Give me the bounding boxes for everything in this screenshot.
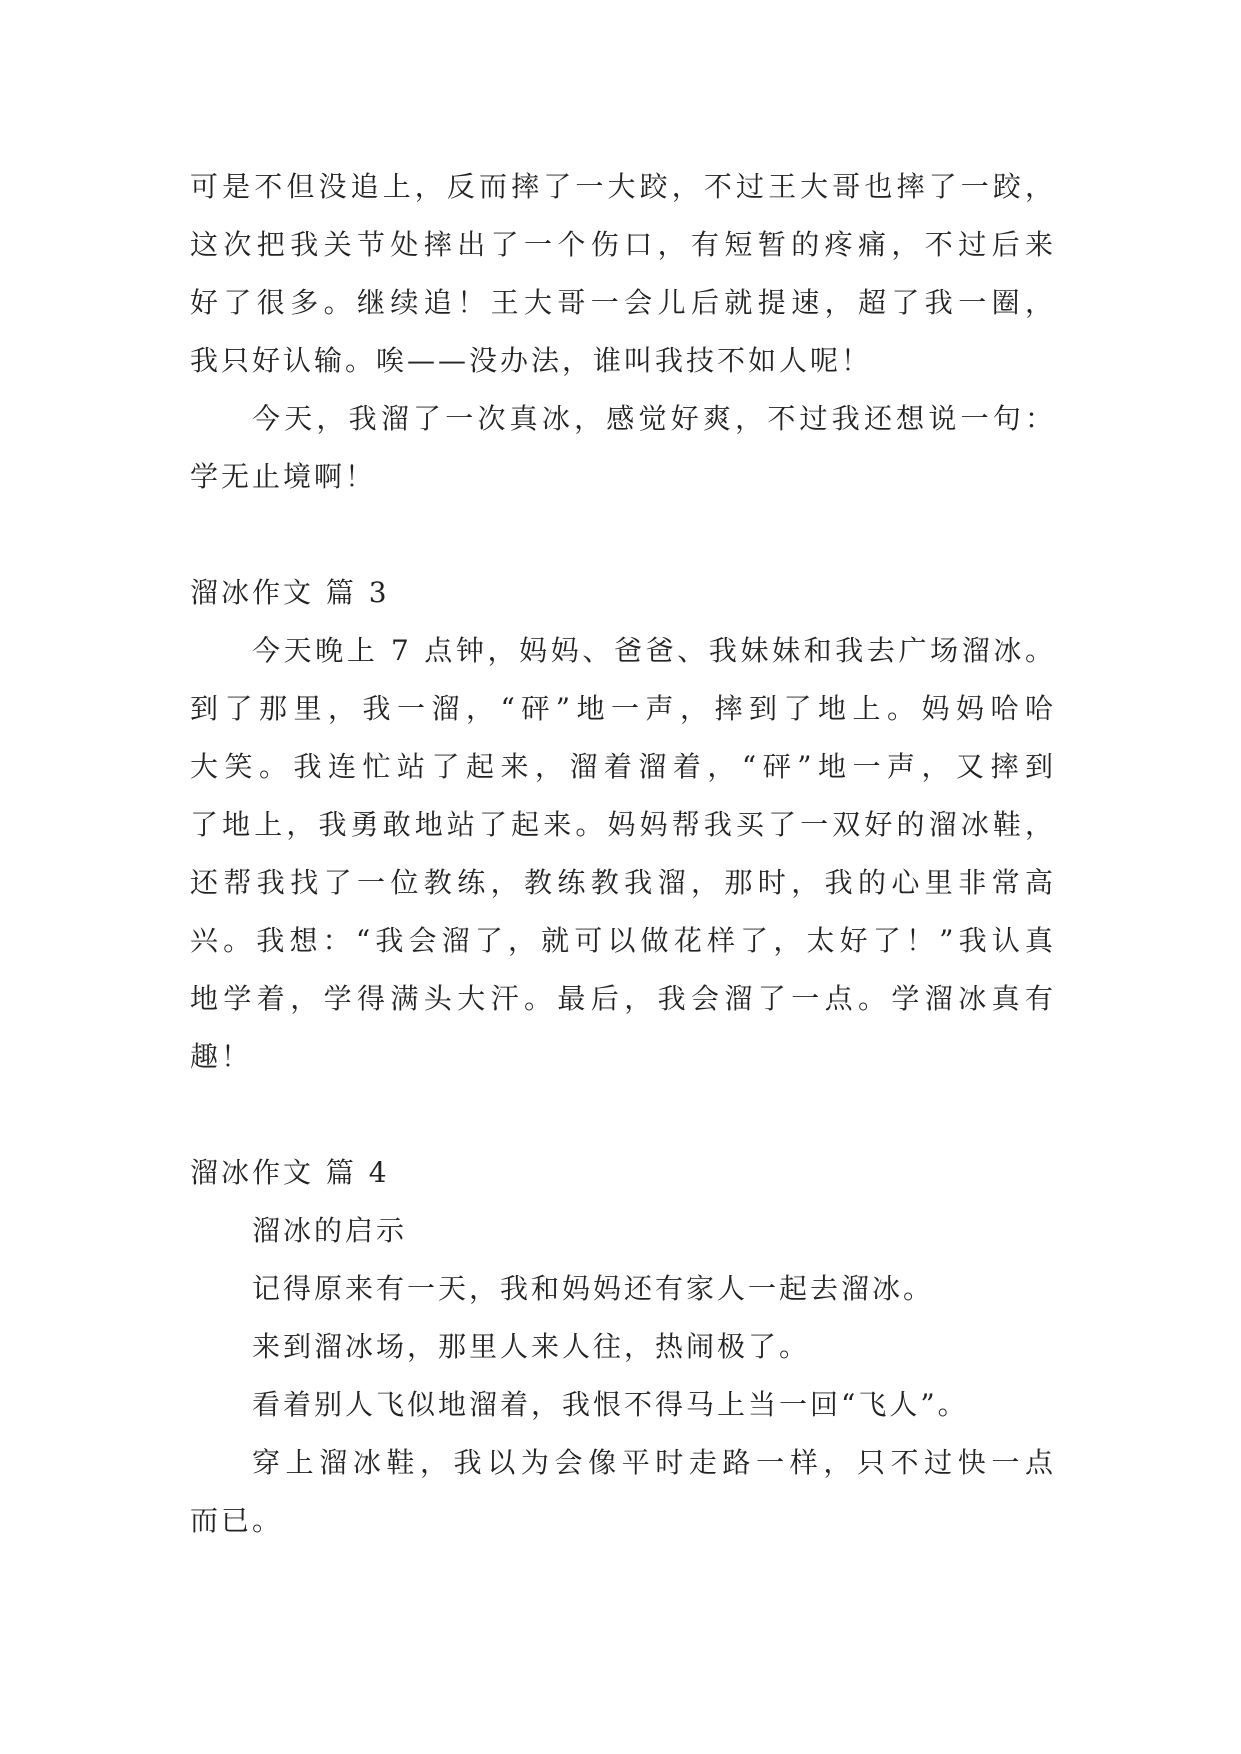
essay-4 — [190, 1144, 1056, 1550]
text-line: 今天，我溜了一次真冰，感觉好爽，不过我还想说一句： — [252, 402, 1056, 435]
previous-essay-end — [190, 158, 1056, 506]
essay-title: 溜冰作文 篇 4 — [190, 1156, 390, 1189]
paragraph — [190, 158, 1056, 390]
paragraph — [190, 1318, 1056, 1376]
essay-subtitle: 溜冰的启示 — [252, 1214, 408, 1247]
text-line: 可是不但没追上，反而摔了一大跤，不过王大哥也摔了一跤， — [190, 170, 1056, 203]
paragraph — [190, 1260, 1056, 1318]
text-line: 大笑。我连忙站了起来，溜着溜着，“砰”地一声，又摔到 — [190, 750, 1056, 783]
paragraph — [190, 1376, 1056, 1434]
text-line: 穿上溜冰鞋，我以为会像平时走路一样，只不过快一点 — [252, 1446, 1056, 1479]
text-line: 看着别人飞似地溜着，我恨不得马上当一回“飞人”。 — [252, 1388, 969, 1421]
text-line: 学无止境啊！ — [190, 460, 377, 493]
document-body — [190, 158, 1056, 1550]
text-line: 我只好认输。唉——没办法，谁叫我技不如人呢！ — [190, 344, 873, 377]
text-line: 来到溜冰场，那里人来人往，热闹极了。 — [252, 1330, 811, 1363]
text-line: 还帮我找了一位教练，教练教我溜，那时，我的心里非常高 — [190, 866, 1056, 899]
essay-3 — [190, 564, 1056, 1086]
paragraph — [190, 1434, 1056, 1550]
text-line: 记得原来有一天，我和妈妈还有家人一起去溜冰。 — [252, 1272, 935, 1305]
text-line: 今天晚上 7 点钟，妈妈、爸爸、我妹妹和我去广场溜冰。 — [252, 634, 1056, 667]
essay-title: 溜冰作文 篇 3 — [190, 576, 390, 609]
paragraph — [190, 622, 1056, 1086]
text-line: 而已。 — [190, 1504, 284, 1537]
text-line: 地学着，学得满头大汗。最后，我会溜了一点。学溜冰真有 — [190, 982, 1056, 1015]
text-line: 趣！ — [190, 1040, 253, 1073]
text-line: 到了那里，我一溜，“砰”地一声，摔到了地上。妈妈哈哈 — [190, 692, 1056, 725]
text-line: 了地上，我勇敢地站了起来。妈妈帮我买了一双好的溜冰鞋， — [190, 808, 1056, 841]
text-line: 兴。我想：“我会溜了，就可以做花样了，太好了！”我认真 — [190, 924, 1056, 957]
paragraph — [190, 390, 1056, 506]
text-line: 这次把我关节处摔出了一个伤口，有短暂的疼痛，不过后来 — [190, 228, 1056, 261]
text-line: 好了很多。继续追！王大哥一会儿后就提速，超了我一圈， — [190, 286, 1056, 319]
